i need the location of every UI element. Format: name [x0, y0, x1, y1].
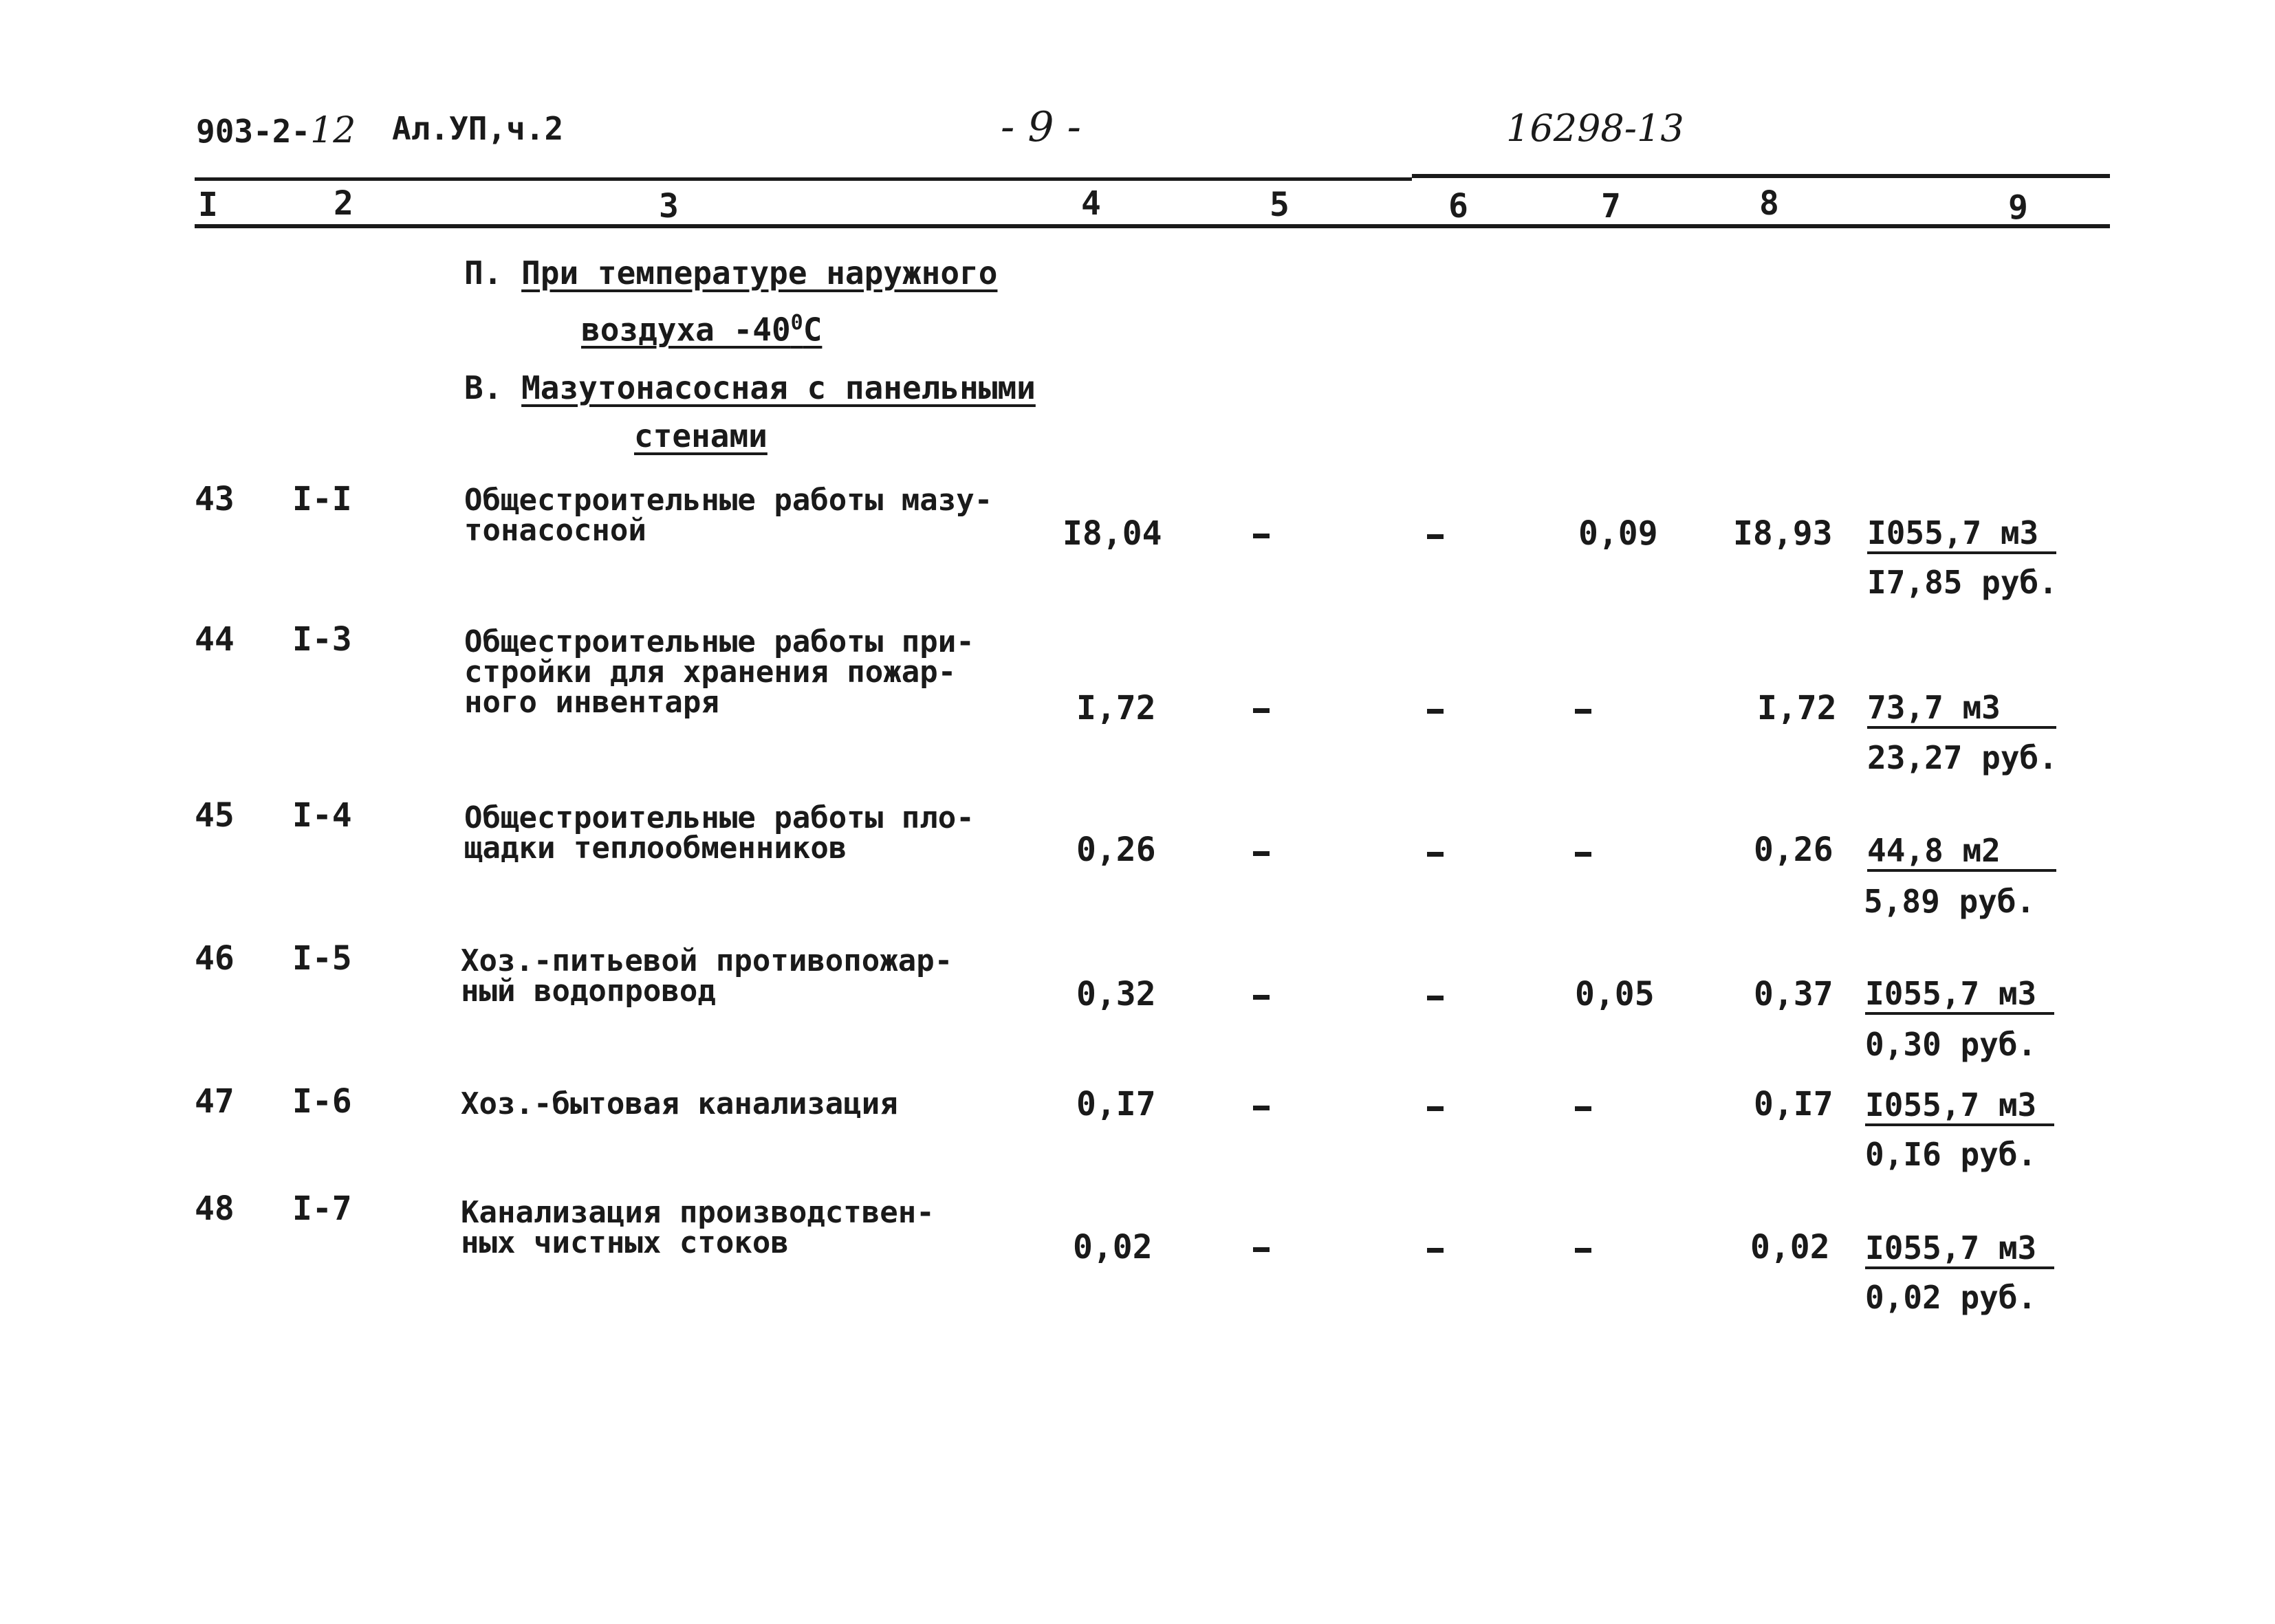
row-43-col8: I8,93 [1733, 514, 1833, 553]
row-43-col6-dash [1427, 534, 1444, 539]
row-48-desc-1: Канализация производствен- [461, 1195, 935, 1230]
page-number: - 9 - [1001, 103, 1081, 151]
row-48-col9-top: I055,7 м3 [1865, 1229, 2054, 1269]
row-43-col5-dash [1253, 534, 1270, 538]
subsection-heading-line1 [464, 369, 1036, 406]
row-44-desc-2: стройки для хранения пожар- [464, 655, 957, 690]
row-48-number: 48 [195, 1189, 235, 1228]
row-44-col8: I,72 [1757, 689, 1837, 727]
row-45-code: I-4 [292, 796, 352, 835]
row-46-code: I-5 [292, 939, 352, 978]
row-44-col5-dash [1253, 708, 1270, 713]
row-44-col4: I,72 [1076, 689, 1156, 727]
row-46-col7: 0,05 [1575, 975, 1655, 1013]
row-48-col6-dash [1427, 1248, 1444, 1253]
row-47-col9-top: I055,7 м3 [1865, 1086, 2054, 1126]
row-48-desc-2: ных чистных стоков [461, 1225, 789, 1260]
row-43-col9-bottom: I7,85 руб. [1867, 564, 2058, 601]
row-45-col9-top: 44,8 м2 [1867, 832, 2056, 872]
row-45-col5-dash [1253, 851, 1270, 856]
header-rule-top-right [1412, 174, 2110, 178]
row-45-col8: 0,26 [1754, 831, 1833, 869]
row-44-col9-bottom: 23,27 руб. [1867, 739, 2058, 776]
row-46-desc-2: ный водопровод [461, 974, 716, 1009]
section-title-1: При температуре наружного [521, 254, 998, 292]
col-header-4: 4 [1081, 184, 1101, 223]
row-44-col7-dash [1575, 709, 1591, 714]
section-heading-line2 [581, 308, 823, 349]
row-48-code: I-7 [292, 1189, 352, 1228]
row-47-col4: 0,I7 [1076, 1085, 1156, 1123]
row-46-col4: 0,32 [1076, 975, 1156, 1013]
col-header-7: 7 [1601, 187, 1621, 226]
row-48-col9-bottom: 0,02 руб. [1865, 1279, 2037, 1316]
doc-number: 16298-13 [1506, 107, 1684, 150]
row-46-col6-dash [1427, 996, 1444, 1000]
col-header-8: 8 [1759, 184, 1779, 223]
row-47-col5-dash [1253, 1106, 1270, 1110]
album-label: Ал.УП,ч.2 [392, 110, 564, 147]
row-43-col4: I8,04 [1063, 514, 1162, 553]
row-45-desc-1: Общестроительные работы пло- [464, 800, 975, 835]
row-46-col5-dash [1253, 995, 1270, 1000]
section-title-2-pre: воздуха -40 [581, 311, 791, 349]
row-44-number: 44 [195, 620, 235, 659]
row-44-col9-top: 73,7 м3 [1867, 689, 2056, 729]
row-47-col8: 0,I7 [1754, 1085, 1833, 1123]
row-47-col6-dash [1427, 1106, 1444, 1111]
row-48-col8: 0,02 [1750, 1228, 1830, 1266]
subsection-title-1: Мазутонасосная с панельными [521, 369, 1036, 406]
row-48-col5-dash [1253, 1247, 1270, 1252]
row-44-col6-dash [1427, 709, 1444, 714]
row-43-number: 43 [195, 480, 235, 518]
row-46-number: 46 [195, 939, 235, 978]
col-header-5: 5 [1270, 186, 1289, 224]
row-47-code: I-6 [292, 1082, 352, 1121]
section-heading-line1 [464, 254, 998, 292]
row-45-col4: 0,26 [1076, 831, 1156, 869]
row-46-col9-top: I055,7 м3 [1865, 975, 2054, 1015]
subsection-title-2: стенами [634, 417, 768, 454]
row-45-col6-dash [1427, 852, 1444, 857]
col-header-1: I [198, 186, 218, 224]
header-rule-bottom [195, 224, 2110, 228]
row-44-desc-3: ного инвентаря [464, 685, 719, 720]
section-roman: П. [464, 254, 503, 292]
document-code-handwritten: 12 [310, 110, 356, 151]
row-47-col7-dash [1575, 1106, 1591, 1111]
row-47-desc-1: Хоз.-бытовая канализация [461, 1086, 898, 1121]
row-43-desc-2: тонасосной [464, 513, 646, 548]
row-46-col8: 0,37 [1754, 975, 1833, 1013]
row-45-number: 45 [195, 796, 235, 835]
section-title-2-post: С [803, 311, 823, 349]
col-header-2: 2 [334, 184, 353, 223]
row-48-col4: 0,02 [1073, 1228, 1153, 1266]
subsection-letter: В. [464, 369, 503, 406]
col-header-9: 9 [2008, 188, 2028, 227]
row-43-code: I-I [292, 480, 352, 518]
row-45-col7-dash [1575, 852, 1591, 857]
row-44-desc-1: Общестроительные работы при- [464, 624, 975, 659]
col-header-3: 3 [659, 187, 679, 226]
document-code [196, 110, 356, 151]
row-43-desc-1: Общестроительные работы мазу- [464, 483, 993, 518]
row-46-col9-bottom: 0,30 руб. [1865, 1026, 2037, 1063]
row-43-col7: 0,09 [1578, 514, 1658, 553]
row-45-col9-bottom: 5,89 руб. [1864, 883, 2036, 920]
row-43-col9-top: I055,7 м3 [1867, 514, 2056, 554]
header-rule-top-left [195, 177, 1412, 181]
row-47-number: 47 [195, 1082, 235, 1121]
degree-mark: 0 [790, 311, 803, 335]
row-48-col7-dash [1575, 1248, 1591, 1253]
col-header-6: 6 [1448, 187, 1468, 226]
row-46-desc-1: Хоз.-питьевой противопожар- [461, 943, 953, 978]
row-45-desc-2: щадки теплообменников [464, 831, 847, 866]
document-code-prefix: 903-2- [196, 113, 311, 150]
row-44-code: I-3 [292, 620, 352, 659]
row-47-col9-bottom: 0,I6 руб. [1865, 1136, 2037, 1173]
